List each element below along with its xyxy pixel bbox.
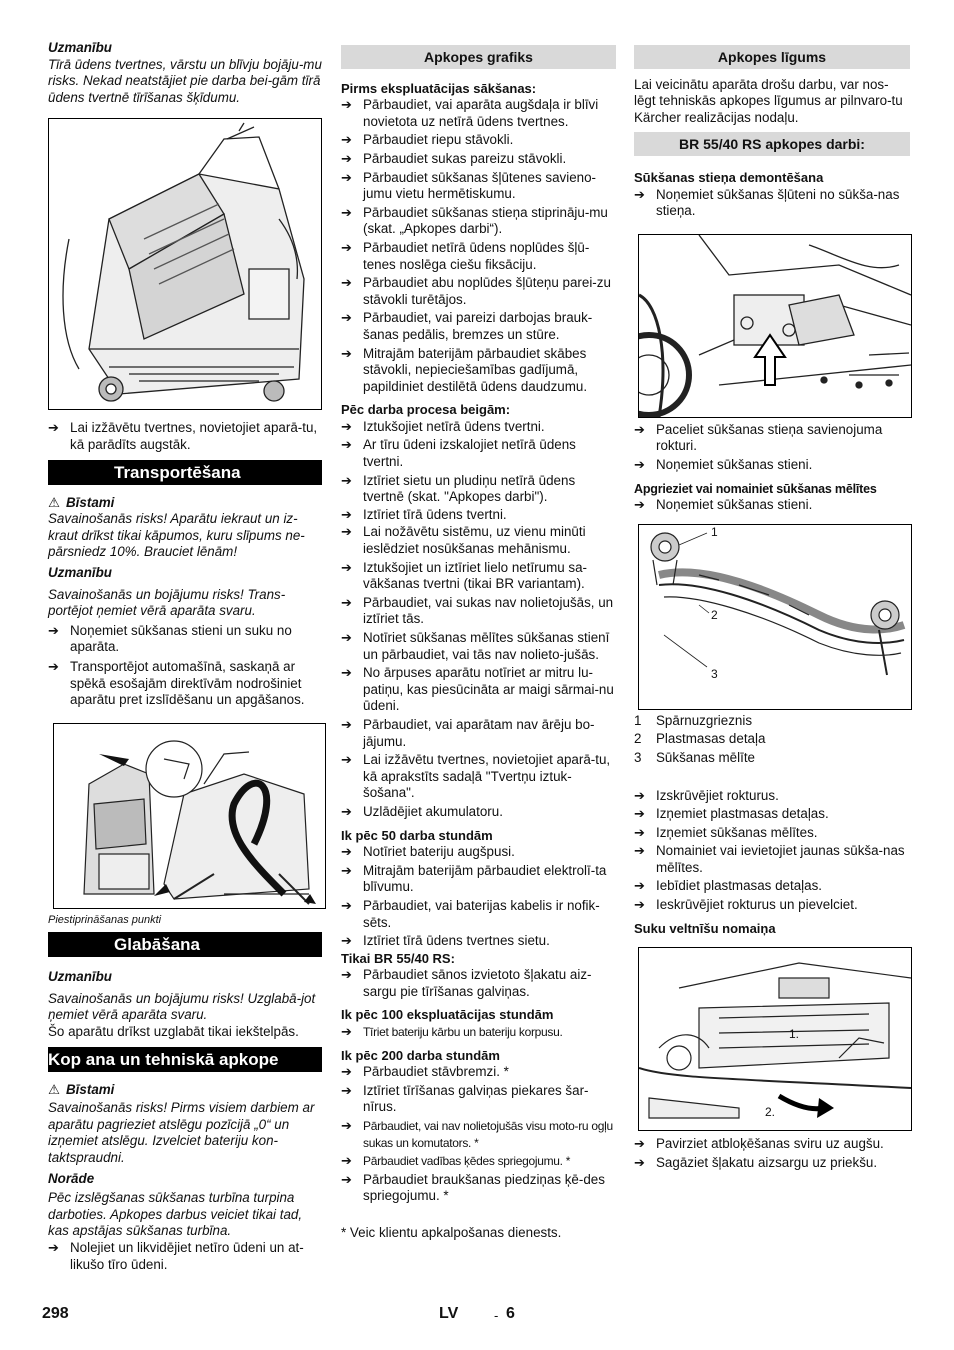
list-item: ➔ Lai izžāvētu tvertnes, novietojiet aparā-tu, kā aprakstīts sadaļā "Tvertņu iztuk-šošana". bbox=[341, 752, 616, 802]
list-item: ➔ Iztukšojiet netīrā ūdens tvertni. bbox=[341, 419, 616, 436]
list-item: ➔ Pārbaudiet sūkšanas šļūtenes savieno-jumu vietu hermētiskumu. bbox=[341, 170, 616, 203]
figure-label-1: 1 bbox=[711, 524, 718, 539]
sub-page-number: 6 bbox=[506, 1305, 515, 1322]
page-number: 298 bbox=[42, 1305, 69, 1322]
caution-heading: Uzmanību bbox=[48, 969, 112, 985]
list-item: ➔ Pārbaudiet sukas pareizu stāvokli. bbox=[341, 151, 616, 168]
figure-label-2: 2. bbox=[765, 1105, 776, 1120]
figure-caption: Piestiprināšanas punkti bbox=[48, 913, 162, 926]
figure-label-1: 1. bbox=[789, 1027, 800, 1042]
list-item: ➔ Izskrūvējiet rokturus. bbox=[634, 788, 910, 805]
suction-bar-illustration bbox=[639, 235, 911, 417]
list-item: ➔ Pavirziet atbloķēšanas sviru uz augšu. bbox=[634, 1136, 910, 1153]
list-item: ➔ Noņemiet sūkšanas stieni un suku no aparāta. bbox=[48, 623, 322, 656]
list-item: ➔ Nolejiet un likvidējiet netīro ūdeni un at-likušo tīro ūdeni. bbox=[48, 1240, 322, 1273]
list-item: ➔ Lai nožāvētu sistēmu, uz vienu minūti ieslēdziet nosūkšanas mehānismu. bbox=[341, 524, 616, 557]
list-item: ➔ Pārbaudiet, vai sukas nav nolietojušās, un iztīriet tās. bbox=[341, 595, 616, 628]
parts-legend bbox=[634, 713, 910, 767]
dismount-list-2 bbox=[634, 422, 910, 474]
subheading-roller: Suku veltnīšu nomaiņa bbox=[634, 920, 776, 936]
figure-squeegee-parts bbox=[638, 524, 912, 710]
caution-text: Tīrā ūdens tvertnes, vārstu un blīvju bojāju-mu risks. Nekad neatstājiet pie darba bei-gām tīrā ūdens tvertnē tīrīšanas šķīdumu. bbox=[48, 56, 322, 105]
list-item: ➔ Paceliet sūkšanas stieņa savienojuma rokturi. bbox=[634, 422, 910, 455]
warning-triangle-icon: ⚠ bbox=[48, 494, 61, 510]
caution-text: Savainošanās un bojājumu risks! Uzglabā-jot ņemiet vērā aparāta svaru. bbox=[48, 990, 316, 1023]
list-item: ➔ Iztīriet sietu un pludiņu netīrā ūdens tvertnē (skat. "Apkopes darbi"). bbox=[341, 473, 616, 506]
list-item: ➔ No ārpuses aparātu notīriet ar mitru lu-patiņu, kas piesūcināta ar maigi sārmai-nu ūdeni. bbox=[341, 665, 616, 715]
list-item: ➔ Pārbaudiet riepu stāvokli. bbox=[341, 132, 616, 149]
list-item: ➔ Mitrajām baterijām pārbaudiet elektrolī-ta blīvumu. bbox=[341, 863, 616, 896]
subheading-br-only: Tikai BR 55/40 RS: bbox=[341, 950, 455, 966]
section-title-br-maintenance: BR 55/40 RS apkopes darbi: bbox=[634, 132, 910, 156]
subheading-50h: Ik pēc 50 darba stundām bbox=[341, 827, 493, 843]
list-item: ➔ Transportējot automašīnā, saskaņā ar spēkā esošajām direktīvām nodrošiniet aparātu pret izslīdēšanu un apgāšanos. bbox=[48, 659, 322, 709]
danger-heading: ⚠ Bīstami bbox=[48, 494, 115, 510]
machine-tilted-illustration bbox=[49, 119, 321, 409]
list-item: ➔ Sagāziet šļakatu aizsargu uz priekšu. bbox=[634, 1155, 910, 1172]
legend-item: 3 Sūkšanas mēlīte bbox=[634, 749, 755, 765]
transport-steps bbox=[48, 623, 322, 709]
figure-label-3: 3 bbox=[711, 666, 718, 681]
list-item: ➔ Pārbaudiet vadības ķēdes spriegojumu. * bbox=[341, 1153, 616, 1170]
list-item: ➔ Pārbaudiet netīrā ūdens noplūdes šļū-tenes noslēga ciešu fiksāciju. bbox=[341, 240, 616, 273]
caution-heading: Uzmanību bbox=[48, 40, 112, 55]
before-list bbox=[341, 97, 616, 395]
list-item: ➔ Noņemiet sūkšanas stieni. bbox=[634, 457, 910, 474]
language-code: LV bbox=[439, 1305, 459, 1322]
list-item: ➔ Iztīriet tīrīšanas galviņas piekares šar-nīrus. bbox=[341, 1083, 616, 1116]
subheading-200h: Ik pēc 200 darba stundām bbox=[341, 1047, 500, 1063]
column-3 bbox=[634, 45, 910, 1171]
footnote: * Veic klientu apkalpošanas dienests. bbox=[341, 1225, 562, 1240]
section-title-contract: Apkopes līgums bbox=[634, 45, 910, 69]
subheading-blades: Apgrieziet vai nomainiet sūkšanas mēlītes bbox=[634, 481, 877, 496]
list-item: ➔ Notīriet sūkšanas mēlītes sūkšanas stienī un pārbaudiet, vai tās nav nolieto-jušās. bbox=[341, 630, 616, 663]
caution-heading: Uzmanību bbox=[48, 564, 112, 580]
list-item: ➔ Pārbaudiet braukšanas piedziņas ķē-des spriegojumu. * bbox=[341, 1172, 616, 1205]
danger-heading: ⚠ Bīstami bbox=[48, 1081, 115, 1097]
list-item: ➔ Lai izžāvētu tvertnes, novietojiet aparā-tu, kā parādīts augstāk. bbox=[48, 420, 322, 453]
br-only-list bbox=[341, 967, 616, 1000]
figure-roller-change bbox=[638, 947, 912, 1131]
roller-illustration bbox=[639, 948, 911, 1130]
section-title-schedule: Apkopes grafiks bbox=[341, 45, 616, 69]
list-item: ➔ Noņemiet sūkšanas šļūteni no sūkša-nas stieņa. bbox=[634, 187, 910, 220]
list-item: ➔ Iztīriet tīrā ūdens tvertnes sietu. bbox=[341, 933, 616, 950]
note-text: Pēc izslēgšanas sūkšanas turbīna turpina darboties. Apkopes darbus veiciet tikai tad, kas apstājas sūkšanas turbīna. bbox=[48, 1190, 303, 1239]
list-item: ➔ Pārbaudiet sānos izvietoto šļakatu aiz-sargu pie tīrīšanas galviņas. bbox=[341, 967, 616, 1000]
list-item: ➔ Pārbaudiet, vai nav nolietojušās visu moto-ru ogļu sukas un komutators. * bbox=[341, 1118, 616, 1151]
list-item: ➔ Iztukšojiet un iztīriet lielo netīrumu sa-vākšanas tvertni (tikai BR variantam). bbox=[341, 560, 616, 593]
care-steps bbox=[48, 1240, 322, 1273]
list-item: ➔ Noņemiet sūkšanas stieni. bbox=[634, 497, 910, 514]
figure-label-2: 2 bbox=[711, 607, 718, 622]
list-item: ➔ Pārbaudiet sūkšanas stieņa stiprināju-mu (skat. „Apkopes darbi“). bbox=[341, 205, 616, 238]
h100-list bbox=[341, 1024, 616, 1041]
list-item: ➔ Nomainiet vai ievietojiet jaunas sūkša-nas mēlītes. bbox=[634, 843, 910, 876]
blades-list bbox=[634, 497, 910, 514]
section-title-transport: Transportēšana bbox=[48, 460, 322, 485]
warning-triangle-icon: ⚠ bbox=[48, 1081, 61, 1097]
blade-steps bbox=[634, 788, 910, 914]
storage-note: Šo aparātu drīkst uzglabāt tikai iekštelpās. bbox=[48, 1024, 299, 1040]
roller-list bbox=[634, 1136, 910, 1171]
list-item: ➔ Pārbaudiet abu noplūdes šļūteņu parei-zu stāvokli turētājos. bbox=[341, 275, 616, 308]
list-item: ➔ Pārbaudiet, vai pareizi darbojas brauk-šanas pedālis, bremzes un stūre. bbox=[341, 310, 616, 343]
danger-text: Savainošanās risks! Pirms visiem darbiem ar aparātu pagrieziet atslēgu pozīcijā „0“ un izņemiet atslēgu. Izvelciet bateriju kon-taktspraudni. bbox=[48, 1100, 315, 1166]
list-item: ➔ Ieskrūvējiet rokturus un pievelciet. bbox=[634, 897, 910, 914]
note-heading: Norāde bbox=[48, 1170, 95, 1186]
legend-item: 2 Plastmasas detaļa bbox=[634, 731, 766, 747]
section-title-care: Kop ana un tehniskā apkope bbox=[48, 1047, 322, 1072]
subheading-after: Pēc darba procesa beigām: bbox=[341, 402, 511, 418]
legend-item: 1 Spārnuzgrieznis bbox=[634, 712, 753, 728]
list-item: ➔ Pārbaudiet, vai aparāta augšdaļa ir blīvi novietota uz netīrā ūdens tvertnes. bbox=[341, 97, 616, 130]
list-item: ➔ Izņemiet plastmasas detaļas. bbox=[634, 806, 910, 823]
section-title-storage: Glabāšana bbox=[48, 932, 322, 957]
tiedown-illustration bbox=[54, 724, 325, 908]
danger-text: Savainošanās risks! Aparātu iekraut un iz-kraut drīkst tikai kāpumos, kuru slīpums ne-pārsniedz 10%. Brauciet lēnām! bbox=[48, 511, 305, 560]
page-separator: - bbox=[494, 1308, 499, 1323]
after-list bbox=[341, 419, 616, 821]
list-item: ➔ Pārbaudiet, vai baterijas kabelis ir nofik-sēts. bbox=[341, 898, 616, 931]
list-item: ➔ Notīriet bateriju augšpusi. bbox=[341, 844, 616, 861]
contract-text: Lai veicinātu aparāta drošu darbu, var nos-lēgt tehniskās apkopes līgumus ar pilnvaro-tu Kärcher realizācijas nodaļu. bbox=[634, 76, 903, 125]
list-item: ➔ Ar tīru ūdeni izskalojiet netīrā ūdens tvertni. bbox=[341, 437, 616, 470]
h50-list bbox=[341, 844, 616, 950]
subheading-dismount: Sūkšanas stieņa demontēšana bbox=[634, 169, 824, 185]
caution-text: Savainošanās un bojājumu risks! Trans-portējot ņemiet vērā aparāta svaru. bbox=[48, 586, 286, 619]
figure-tiedown-points bbox=[53, 723, 326, 909]
list-item: ➔ Mitrajām baterijām pārbaudiet skābes stāvokli, nepieciešamības gadījumā, papildiniet destilētā ūdens daudzumu. bbox=[341, 346, 616, 396]
h200-list bbox=[341, 1064, 616, 1205]
dismount-list bbox=[634, 187, 910, 220]
subheading-100h: Ik pēc 100 ekspluatācijas stundām bbox=[341, 1007, 554, 1023]
list-item: ➔ Iebīdiet plastmasas detaļas. bbox=[634, 878, 910, 895]
list-item: ➔ Pārbaudiet stāvbremzi. * bbox=[341, 1064, 616, 1081]
figure-suction-bar-handle bbox=[638, 234, 912, 418]
drying-steps bbox=[48, 420, 322, 453]
list-item: ➔ Izņemiet sūkšanas mēlītes. bbox=[634, 825, 910, 842]
column-2 bbox=[341, 45, 616, 1242]
list-item: ➔ Iztīriet tīrā ūdens tvertni. bbox=[341, 507, 616, 524]
squeegee-illustration bbox=[639, 525, 911, 709]
figure-tank-drying bbox=[48, 118, 322, 410]
subheading-before: Pirms ekspluatācijas sākšanas: bbox=[341, 80, 537, 96]
column-1 bbox=[48, 40, 322, 1273]
list-item: ➔ Tīriet bateriju kārbu un bateriju korpusu. bbox=[341, 1024, 616, 1041]
list-item: ➔ Uzlādējiet akumulatoru. bbox=[341, 804, 616, 821]
list-item: ➔ Pārbaudiet, vai aparātam nav ārēju bo-jājumu. bbox=[341, 717, 616, 750]
